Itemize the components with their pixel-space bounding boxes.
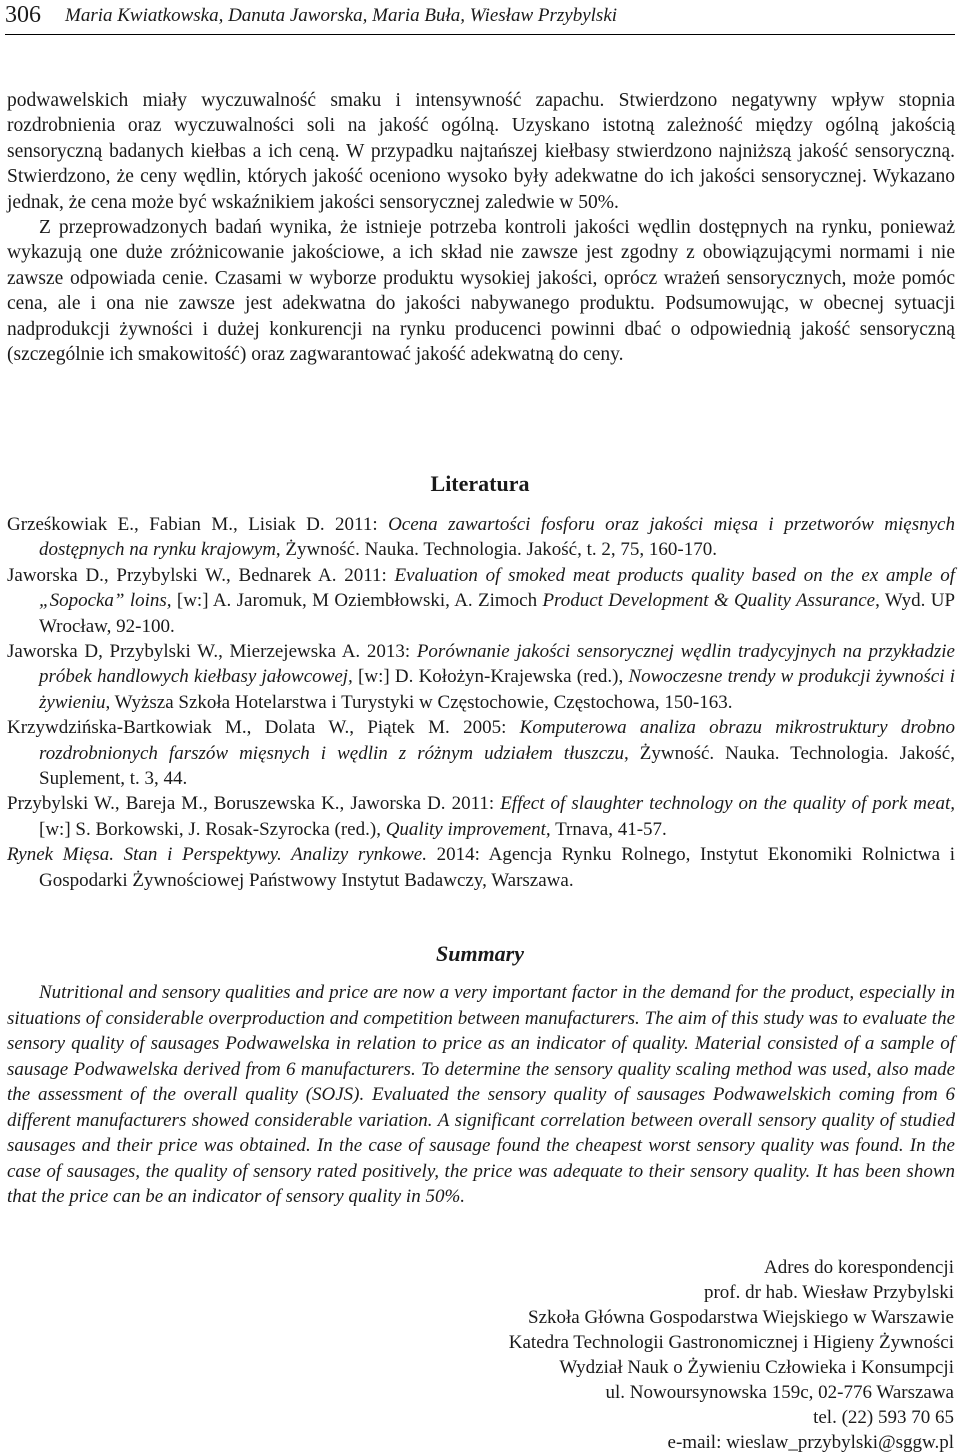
reference-item: Jaworska D., Przybylski W., Bednarek A. 2011: Evaluation of smoked meat products quality based on the ex ample of „Sopocka” loins, [w:] A. Jaromuk, M Oziembłowski, A. Zimoch Product Development & Quality Assurance, Wyd. UP Wrocław, 92-100. — [7, 564, 956, 637]
correspondence-faculty: Wydział Nauk o Żywieniu Człowieka i Konsumpcji — [559, 1357, 954, 1378]
page-number: 306 — [5, 2, 41, 28]
reference-list — [7, 512, 955, 893]
correspondence-label: Adres do korespondencji — [764, 1257, 954, 1278]
reference-item: Krzywdzińska-Bartkowiak M., Dolata W., Piątek M. 2005: Komputerowa analiza obrazu mikrostruktury drobno rozdrobnionych farszów mięsnych i wędlin z różnym udziałem tłuszczu, Żywność. Nauka. Technologia. Jakość, Suplement, t. 3, 44. — [7, 717, 956, 790]
correspondence-phone: tel. (22) 593 70 65 — [813, 1407, 954, 1428]
correspondence-email: e-mail: wieslaw_przybylski@sggw.pl — [667, 1432, 954, 1453]
body-text — [7, 88, 955, 367]
summary-text: Nutritional and sensory qualities and price are now a very important factor in the demand for the product, especially in situations of considerable overproduction and competition between manufacturers. The aim of this study was to evaluate the sensory quality of sausages Podwawelska in relation to price as an indicator of quality. Material consisted of a sample of sausage Podwawelska derived from 6 manufacturers. To determine the sensory quality scaling method was used, also made the assessment of the overall quality (SOJS). Evaluated the sensory quality of sausages Podwawelskich coming from 6 different manufacturers showed considerable variation. A significant correlation between overall sensory quality of studied sausages and their price was obtained. In the case of sausage found the cheapest worst sensory quality was found. In the case of sausages, the quality of sensory rated positively, the price was adequate to their sensory quality. It has been shown that the price can be an indicator of sensory quality in 50%. — [7, 982, 955, 1207]
literature-heading: Literatura — [430, 471, 530, 496]
correspondence-address — [509, 1255, 954, 1455]
correspondence-street: ul. Nowoursynowska 159c, 02-776 Warszawa — [605, 1382, 954, 1403]
reference-item: Jaworska D, Przybylski W., Mierzejewska A. 2013: Porównanie jakości sensorycznej wędlin tradycyjnych na przykładzie próbek handlowych kiełbasy jałowcowej, [w:] D. Kołożyn-Krajewska (red.), Nowoczesne trendy w produkcji żywności i żywieniu, Wyższa Szkoła Hotelarstwa i Turystyki w Częstochowie, Częstochowa, 150-163. — [7, 641, 955, 713]
correspondence-name: prof. dr hab. Wiesław Przybylski — [703, 1282, 954, 1303]
paragraph-1: podwawelskich miały wyczuwalność smaku i intensywność zapachu. Stwierdzono negatywny wpływ stopnia rozdrobnienia oraz wyczuwalności soli na jakość ogólną. Uzyskano istotną zależność między ogólną jakością sensoryczną badanych kiełbas a ich ceną. W przypadku najtańszej kiełbasy stwierdzono najniższą jakość sensoryczną. Stwierdzono, że ceny wędlin, których jakość oceniono wysoko były adekwatne do ich jakości sensorycznej. Wykazano jednak, że cena może być wskaźnikiem jakości sensorycznej zaledwie w 50%. — [7, 90, 955, 213]
correspondence-department: Katedra Technologii Gastronomicznej i Higieny Żywności — [508, 1332, 954, 1353]
running-header — [5, 0, 955, 35]
header-authors: Maria Kwiatkowska, Danuta Jaworska, Maria Buła, Wiesław Przybylski — [65, 5, 618, 26]
summary-heading: Summary — [435, 941, 525, 966]
correspondence-university: Szkoła Główna Gospodarstwa Wiejskiego w Warszawie — [528, 1307, 954, 1328]
reference-item: Rynek Mięsa. Stan i Perspektywy. Analizy rynkowe. 2014: Agencja Rynku Rolnego, Instytut Ekonomiki Rolnictwa i Gospodarki Żywnościowej Państwowy Instytut Badawczy, Warszawa. — [7, 844, 956, 891]
reference-item: Grześkowiak E., Fabian M., Lisiak D. 2011: Ocena zawartości fosforu oraz jakości mięsa i przetworów mięsnych dostępnych na rynku krajowym, Żywność. Nauka. Technologia. Jakość, t. 2, 75, 160-170. — [7, 514, 955, 561]
paragraph-2: Z przeprowadzonych badań wynika, że istnieje potrzeba kontroli jakości wędlin dostępnych na rynku, ponieważ wykazują one duże zróżnicowanie jakościowe, a ich skład nie zawsze jest zgodny z obowiązującymi normami i nie zawsze odpowiada cenie. Czasami w wyborze produktu wysokiej jakości, oprócz wrażeń sensorycznych, może pomóc cena, ale i ona nie zawsze jest adekwatna do jakości nabywanego produktu. Podsumowując, w obecnej sytuacji nadprodukcji żywności i dużej konkurencji na rynku producenci powinni dbać o odpowiednią jakość sensoryczną (szczególnie ich smakowitość) oraz zagwarantować jakość adekwatną do ceny. — [7, 217, 955, 366]
reference-item: Przybylski W., Bareja M., Boruszewska K., Jaworska D. 2011: Effect of slaughter technology on the quality of pork meat, [w:] S. Borkowski, J. Rosak-Szyrocka (red.), Quality improvement, Trnava, 41-57. — [7, 793, 955, 840]
